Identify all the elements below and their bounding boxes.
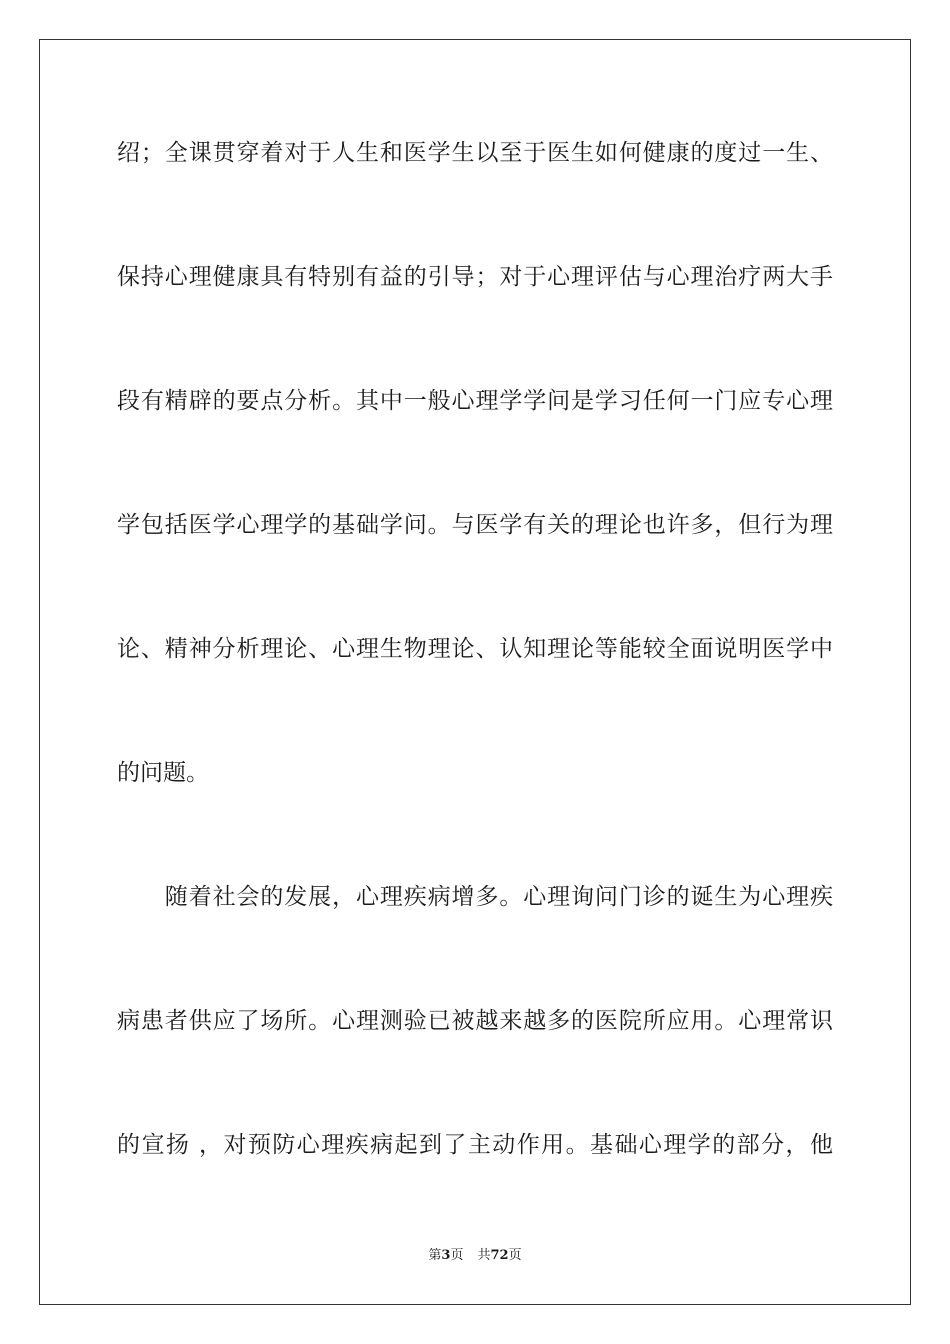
text-line-9: 的宣扬 ，对预防心理疾病起到了主动作用。基础心理学的部分，他 <box>117 1132 833 1158</box>
footer-total-pages: 72 <box>490 1248 509 1263</box>
footer-page-number: 3 <box>441 1248 451 1263</box>
footer-page-suffix: 页 <box>450 1248 464 1263</box>
footer-total-prefix: 共 <box>477 1248 491 1263</box>
text-line-8: 病患者供应了场所。心理测验已被越来越多的医院所应用。心理常识 <box>117 1008 833 1034</box>
text-line-4: 学包括医学心理学的基础学问。与医学有关的理论也许多，但行为理 <box>117 512 833 538</box>
page-footer <box>0 1247 950 1265</box>
footer-total-suffix: 页 <box>508 1248 522 1263</box>
page-border <box>39 39 911 1305</box>
text-line-1: 绍；全课贯穿着对于人生和医学生以至于医生如何健康的度过一生、 <box>117 140 833 166</box>
text-line-5: 论、精神分析理论、心理生物理论、认知理论等能较全面说明医学中 <box>117 636 833 662</box>
text-line-6: 的问题。 <box>117 760 209 786</box>
text-line-7: 随着社会的发展，心理疾病增多。心理询问门诊的诞生为心理疾 <box>117 884 833 910</box>
text-line-3: 段有精辟的要点分析。其中一般心理学学问是学习任何一门应专心理 <box>117 388 833 414</box>
text-line-2: 保持心理健康具有特别有益的引导；对于心理评估与心理治疗两大手 <box>117 264 833 290</box>
footer-page-prefix: 第 <box>428 1248 442 1263</box>
